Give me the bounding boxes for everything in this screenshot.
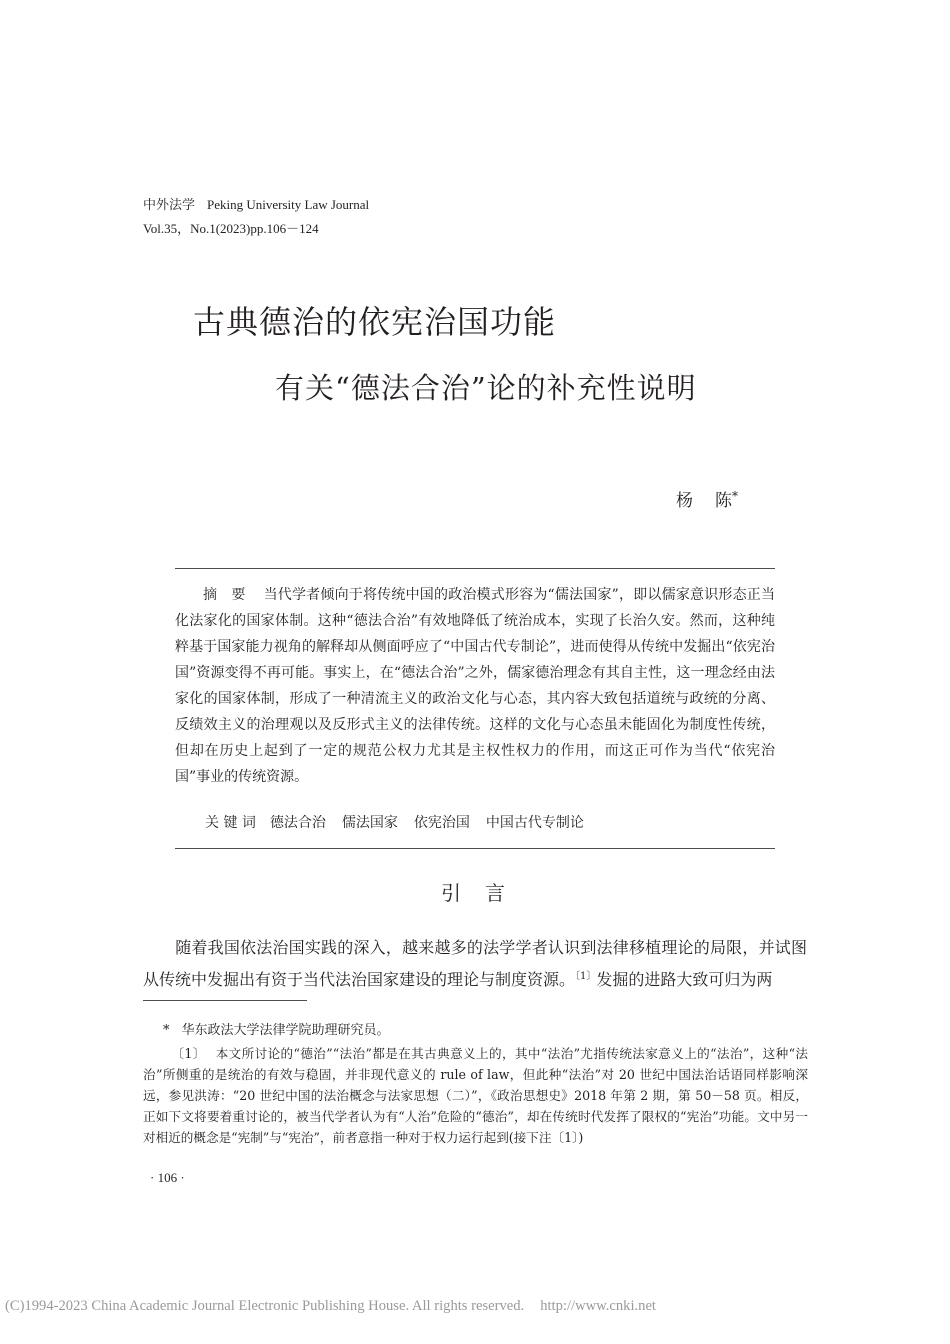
page-number: · 106 · [150, 1170, 185, 1185]
footnote-separator [143, 1000, 307, 1001]
footnote-1-number: 〔1〕 [171, 1046, 206, 1061]
copyright-notice [5, 1296, 656, 1316]
keyword: 中国古代专制论 [485, 815, 584, 831]
abstract-label: 摘 要 [203, 587, 246, 603]
abstract-text: 当代学者倾向于将传统中国的政治模式形容为“儒法国家”，即以儒家意识形态正当化法家化的国家体制。这种“德法合治”有效地降低了统治成本，实现了长治久安。然而，这种纯粹基于国家能力视角的解释却从侧面呼应了“中国古代专制论”，进而使得从传统中发掘出“依宪治国”资源变得不再可能。事实上，在“德法合治”之外，儒家德治理念有其自主性，这一理念经由法家化的国家体制，形成了一种清流主义的政治文化与心态，其内容大致包括道统与政统的分离、反绩效主义的治理观以及反形式主义的法律传统。这样的文化与心态虽未能固化为制度性传统，但却在历史上起到了一定的规范公权力尤其是主权性权力的作用，而这正可作为当代“依宪治国”事业的传统资源。 [175, 587, 776, 785]
footnote-author-text: 华东政法大学法律学院助理研究员。 [181, 1023, 390, 1038]
author-name-first: 杨 [676, 491, 693, 511]
journal-header [143, 196, 369, 215]
author-name-second: 陈 [715, 491, 732, 511]
keyword: 依宪治国 [413, 815, 470, 831]
footnote-ref: 〔1〕 [575, 971, 597, 982]
footnote-author-mark: * [163, 1023, 170, 1038]
keywords [205, 810, 584, 836]
article-subtitle: 有关“德法合治”论的补充性说明 [275, 371, 697, 405]
body-text-part2: 发掘的进路大致可归为两 [596, 970, 773, 989]
journal-name-cn: 中外法学 [143, 198, 196, 213]
footnote-author [163, 1021, 390, 1041]
section-heading: 引言 [441, 881, 529, 905]
keyword: 德法合治 [269, 815, 326, 831]
footnote-1-text: 本文所讨论的“德治”“法治”都是在其古典意义上的，其中“法治”尤指传统法家意义上的“法治”，这种“法治”所侧重的是统治的有效与稳固，并非现代意义的 rule of law，但此种“法治”对 20 世纪中国法治话语同样影响深远，参见洪涛：“20 世纪中国的法治概念与法家思想（二）”，《政治思想史》2018 年第 2 期，第 50－58 页。相反，正如下文将要着重讨论的，被当代学者认为有“人治”危险的“德治”，却在传统时代发挥了限权的“宪治”功能。文中另一对相近的概念是“宪制”与“宪治”，前者意指一种对于权力运行起到(接下注〔1〕) [143, 1046, 808, 1145]
abstract-top-rule [175, 568, 775, 569]
body-text-part1: 随着我国依法治国实践的深入，越来越多的法学学者认识到法律移植理论的局限，并试图从传统中发掘出有资于当代法治国家建设的理论与制度资源。 [143, 938, 807, 989]
volume-info: Vol.35，No.1(2023)pp.106－124 [143, 221, 319, 236]
abstract [175, 582, 775, 790]
article-title: 古典德治的依宪治国功能 [193, 303, 557, 341]
keyword: 儒法国家 [341, 815, 398, 831]
copyright-url: http://www.cnki.net [540, 1298, 656, 1314]
author-footnote-mark: * [732, 489, 738, 503]
body-paragraph [143, 933, 807, 994]
author [676, 483, 738, 514]
footnote-1 [143, 1043, 808, 1148]
abstract-bottom-rule [175, 848, 775, 849]
journal-name-en: Peking University Law Journal [207, 197, 370, 212]
copyright-text: (C)1994-2023 China Academic Journal Electronic Publishing House. All rights reserved. [5, 1298, 525, 1314]
keywords-label: 关 键 词 [205, 815, 256, 831]
